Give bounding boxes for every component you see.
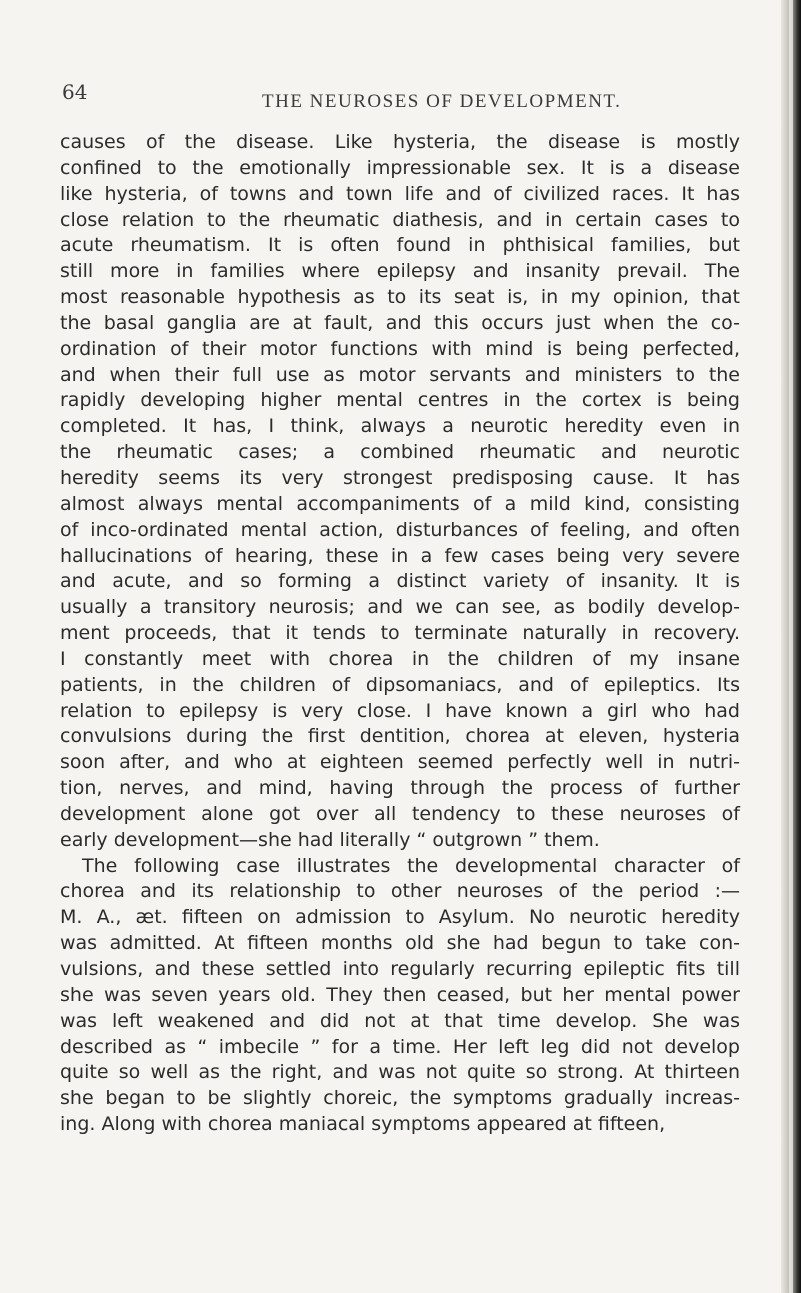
text-line: almost always mental accompaniments of a mild kind, consisting: [60, 492, 740, 515]
text-line: ordination of their motor functions with mind is being perfected,: [60, 337, 740, 360]
text-line: completed. It has, I think, always a neurotic heredity even in: [60, 415, 740, 438]
text-line: I constantly meet with chorea in the children of my insane: [60, 647, 740, 670]
text-line: causes of the disease. Like hysteria, the disease is mostly: [60, 131, 740, 153]
text-line: close relation to the rheumatic diathesis, and in certain cases to: [60, 208, 740, 231]
text-line: chorea and its relationship to other neuroses of the period :—: [60, 880, 740, 903]
text-line: she began to be slightly choreic, the symptoms gradually increas-: [60, 1087, 740, 1110]
text-line: patients, in the children of dipsomaniacs, and of epileptics. Its: [60, 673, 740, 696]
text-line: vulsions, and these settled into regularly recurring epileptic fits till: [60, 958, 740, 980]
text-line: confined to the emotionally impressionable sex. It is a disease: [60, 156, 740, 179]
text-line: soon after, and who at eighteen seemed perfectly well in nutri-: [60, 751, 740, 774]
text-line: ing. Along with chorea maniacal symptoms appeared at fifteen,: [60, 1113, 666, 1136]
text-line: acute rheumatism. It is often found in phthisical families, but: [60, 234, 740, 257]
body-text: [60, 130, 740, 1138]
text-line: like hysteria, of towns and town life and of civilized races. It has: [60, 182, 740, 205]
text-line: tion, nerves, and mind, having through the process of further: [60, 777, 740, 800]
text-line: convulsions during the first dentition, chorea at eleven, hysteria: [60, 725, 740, 748]
text-line: M. A., æt. fifteen on admission to Asylum. No neurotic heredity: [60, 906, 740, 929]
text-line: rapidly developing higher mental centres in the cortex is being: [60, 389, 740, 412]
running-title: THE NEUROSES OF DEVELOPMENT.: [262, 91, 622, 112]
text-line: usually a transitory neurosis; and we can see, as bodily develop-: [60, 596, 740, 619]
text-line: The following case illustrates the developmental character of: [82, 854, 740, 877]
text-line: most reasonable hypothesis as to its seat is, in my opinion, that: [60, 286, 740, 309]
text-line: was admitted. At fifteen months old she had begun to take con-: [60, 932, 740, 955]
text-line: still more in families where epilepsy and insanity prevail. The: [60, 260, 740, 283]
text-line: the rheumatic cases; a combined rheumatic and neurotic: [60, 441, 740, 464]
text-line: hallucinations of hearing, these in a few cases being very severe: [60, 544, 740, 567]
text-line: heredity seems its very strongest predisposing cause. It has: [60, 466, 740, 489]
text-line: development alone got over all tendency to these neuroses of: [60, 802, 740, 825]
page-edge-highlight: [789, 0, 793, 1293]
text-line: and when their full use as motor servants and ministers to the: [60, 363, 740, 386]
page-binding-edge: [781, 0, 801, 1293]
text-line: described as “ imbecile ” for a time. Her left leg did not develop: [60, 1035, 740, 1058]
text-line: she was seven years old. They then ceased, but her mental power: [60, 983, 740, 1006]
text-line: relation to epilepsy is very close. I have known a girl who had: [60, 699, 740, 722]
text-line: and acute, and so forming a distinct variety of insanity. It is: [60, 570, 740, 593]
text-line: was left weakened and did not at that time develop. She was: [60, 1009, 740, 1032]
text-line: ment proceeds, that it tends to terminate naturally in recovery.: [60, 622, 740, 645]
text-line: the basal ganglia are at fault, and this occurs just when the co-: [60, 311, 740, 334]
text-line: of inco-ordinated mental action, disturbances of feeling, and often: [60, 518, 740, 541]
text-line: quite so well as the right, and was not quite so strong. At thirteen: [60, 1061, 740, 1084]
page-number: 64: [62, 80, 88, 104]
text-line: early development—she had literally “ outgrown ” them.: [60, 828, 600, 851]
